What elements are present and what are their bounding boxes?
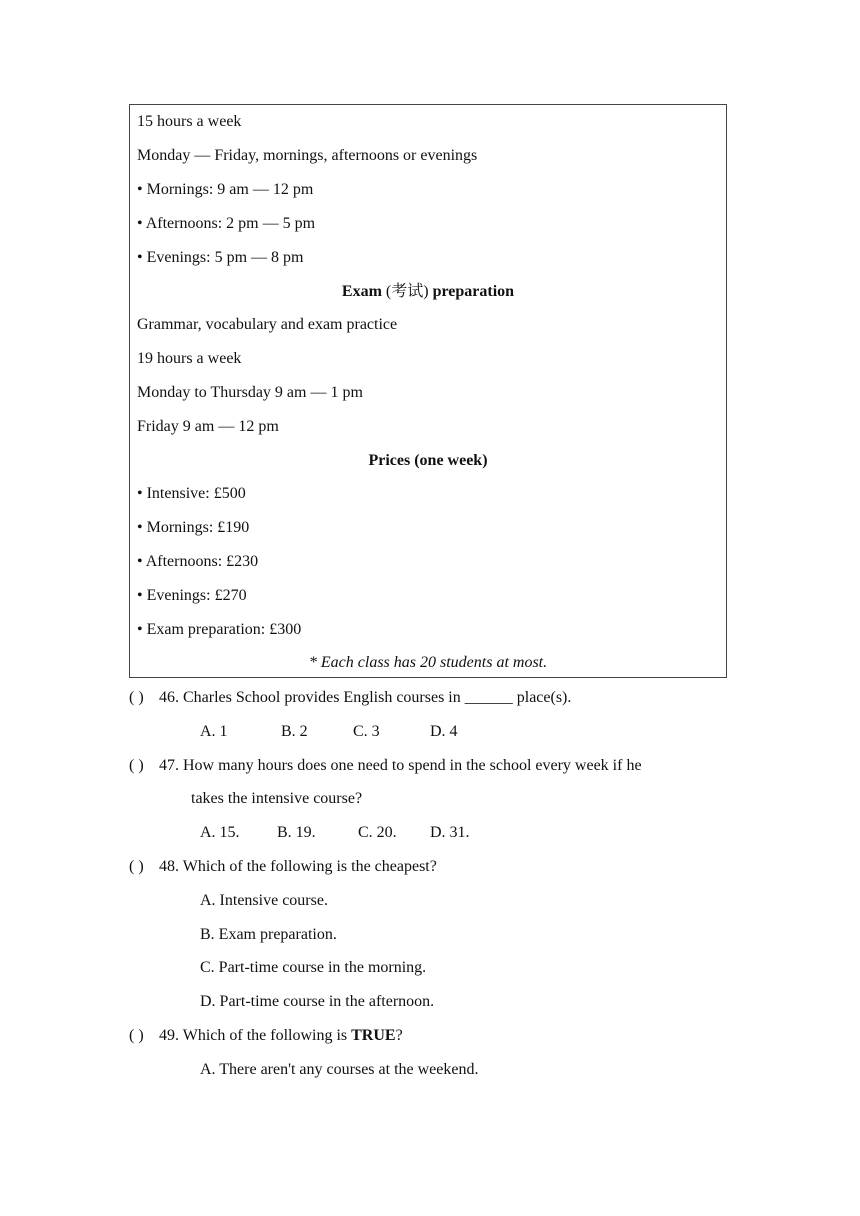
question-text: 47. How many hours does one need to spend in the school every week if he: [159, 757, 642, 774]
evenings-line: • Evenings: 5 pm — 8 pm: [137, 249, 304, 266]
option-b: B. Exam preparation.: [200, 926, 337, 943]
exam-heading-post: preparation: [432, 283, 515, 300]
option-a: A. 1: [200, 723, 228, 740]
option-c: C. 3: [353, 723, 380, 740]
prices-heading: Prices (one week): [368, 452, 488, 469]
exam-line: Monday to Thursday 9 am — 1 pm: [137, 384, 363, 401]
class-size-note: * Each class has 20 students at most.: [308, 654, 548, 671]
option-b: B. 2: [281, 723, 308, 740]
answer-blank[interactable]: ( ): [129, 689, 144, 706]
answer-blank[interactable]: ( ): [129, 858, 144, 875]
option-c: C. Part-time course in the morning.: [200, 959, 427, 976]
answer-blank[interactable]: ( ): [129, 1027, 144, 1044]
question-49: [129, 1026, 403, 1046]
schedule-line: Monday — Friday, mornings, afternoons or evenings: [137, 147, 478, 164]
exam-line: Friday 9 am — 12 pm: [137, 418, 279, 435]
question-text: 48. Which of the following is the cheapest?: [159, 858, 437, 875]
price-item: • Intensive: £500: [137, 485, 246, 502]
price-item: • Exam preparation: £300: [137, 621, 302, 638]
option-a: A. There aren't any courses at the weekend.: [200, 1061, 479, 1078]
price-item: • Afternoons: £230: [137, 553, 259, 570]
question-47: [129, 756, 642, 776]
mornings-line: • Mornings: 9 am — 12 pm: [137, 181, 314, 198]
exam-heading-cn: (考试): [385, 283, 429, 300]
question-text-cont: takes the intensive course?: [191, 790, 363, 807]
exam-heading: [129, 282, 727, 302]
option-d: D. 4: [430, 723, 458, 740]
question-text: 49. Which of the following is: [159, 1027, 352, 1044]
option-a: A. Intensive course.: [200, 892, 328, 909]
price-item: • Evenings: £270: [137, 587, 247, 604]
option-c: C. 20.: [358, 824, 397, 841]
afternoons-line: • Afternoons: 2 pm — 5 pm: [137, 215, 316, 232]
option-a: A. 15.: [200, 824, 240, 841]
question-48: [129, 857, 437, 877]
option-b: B. 19.: [277, 824, 316, 841]
exam-line: Grammar, vocabulary and exam practice: [137, 316, 398, 333]
question-text: 46. Charles School provides English courses in ______ place(s).: [159, 689, 572, 706]
question-text-end: ?: [395, 1027, 403, 1044]
question-46: [129, 688, 571, 708]
question-emphasis: TRUE: [351, 1027, 396, 1044]
option-d: D. Part-time course in the afternoon.: [200, 993, 435, 1010]
price-item: • Mornings: £190: [137, 519, 250, 536]
hours-line: 15 hours a week: [137, 113, 242, 130]
option-d: D. 31.: [430, 824, 470, 841]
exam-heading-pre: Exam: [341, 283, 382, 300]
answer-blank[interactable]: ( ): [129, 757, 144, 774]
exam-line: 19 hours a week: [137, 350, 242, 367]
